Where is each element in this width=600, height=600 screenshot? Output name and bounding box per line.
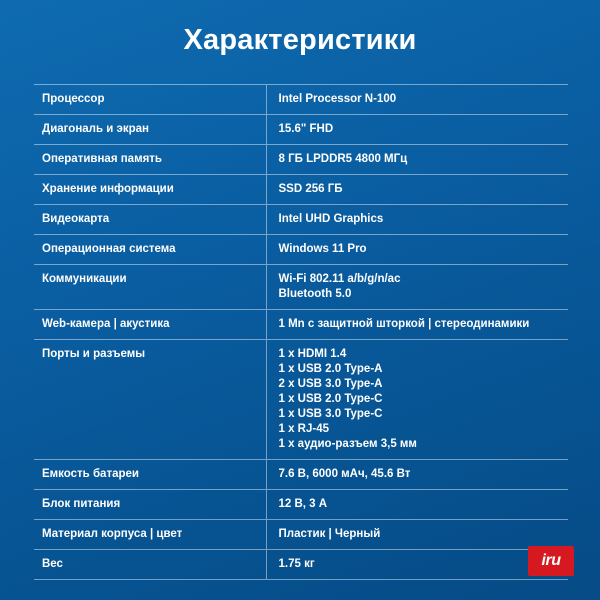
table-row xyxy=(34,520,568,550)
spec-label: Материал корпуса | цвет xyxy=(42,528,183,540)
spec-label: Видеокарта xyxy=(42,213,110,225)
spec-value-line: 15.6" FHD xyxy=(278,123,334,135)
brand-logo-text: iru xyxy=(541,552,561,569)
spec-value-line: 1 Mn с защитной шторкой | стереодинамики xyxy=(278,318,530,330)
table-row xyxy=(34,115,568,145)
spec-value-line: Intel Processor N-100 xyxy=(278,93,397,105)
spec-label: Оперативная память xyxy=(42,153,162,165)
spec-label: Диагональ и экран xyxy=(42,123,149,135)
spec-value xyxy=(266,265,568,310)
spec-label: Порты и разъемы xyxy=(42,348,146,360)
spec-value xyxy=(266,520,568,550)
table-row xyxy=(34,310,568,340)
spec-value-line: 12 В, 3 А xyxy=(278,498,328,510)
table-row xyxy=(34,550,568,580)
spec-label: Вес xyxy=(42,558,63,570)
spec-label: Web-камера | акустика xyxy=(42,318,170,330)
table-row xyxy=(34,460,568,490)
spec-label: Операционная система xyxy=(42,243,176,255)
spec-value-line: SSD 256 ГБ xyxy=(278,183,343,195)
spec-value-line: Windows 11 Pro xyxy=(278,243,367,255)
spec-value xyxy=(266,175,568,205)
table-row xyxy=(34,145,568,175)
spec-value-line: 1 x аудио-разъем 3,5 мм xyxy=(278,438,417,450)
brand-logo xyxy=(528,546,574,576)
specifications-body xyxy=(34,85,568,580)
table-row xyxy=(34,265,568,310)
spec-value-line: 1 x RJ-45 xyxy=(278,423,330,435)
table-row xyxy=(34,205,568,235)
spec-value xyxy=(266,145,568,175)
spec-value xyxy=(266,340,568,460)
spec-value-line: Пластик | Черный xyxy=(278,528,381,540)
page-title: Характеристики xyxy=(183,24,417,56)
spec-label: Коммуникации xyxy=(42,273,127,285)
spec-value-line: 1 x USB 2.0 Type-C xyxy=(278,393,383,405)
table-row xyxy=(34,175,568,205)
spec-value xyxy=(266,550,568,580)
spec-label: Процессор xyxy=(42,93,105,105)
spec-label: Блок питания xyxy=(42,498,121,510)
spec-value-line: Intel UHD Graphics xyxy=(278,213,384,225)
table-row xyxy=(34,85,568,115)
spec-value xyxy=(266,490,568,520)
spec-value xyxy=(266,460,568,490)
spec-value-line: Bluetooth 5.0 xyxy=(278,288,352,300)
spec-value xyxy=(266,235,568,265)
spec-label: Емкость батареи xyxy=(42,468,139,480)
table-row xyxy=(34,235,568,265)
spec-value xyxy=(266,205,568,235)
spec-value xyxy=(266,310,568,340)
spec-value-line: Wi-Fi 802.11 a/b/g/n/ac xyxy=(278,273,401,285)
spec-value-line: 8 ГБ LPDDR5 4800 МГц xyxy=(278,153,408,165)
specifications-table xyxy=(34,84,568,580)
spec-value xyxy=(266,85,568,115)
spec-value xyxy=(266,115,568,145)
spec-label: Хранение информации xyxy=(42,183,174,195)
spec-value-line: 2 x USB 3.0 Type-A xyxy=(278,378,383,390)
spec-value-line: 1.75 кг xyxy=(278,558,315,570)
spec-value-line: 7.6 В, 6000 мАч, 45.6 Вт xyxy=(278,468,411,480)
table-row xyxy=(34,490,568,520)
spec-value-line: 1 x USB 3.0 Type-C xyxy=(278,408,383,420)
spec-value-line: 1 x USB 2.0 Type-A xyxy=(278,363,383,375)
spec-value-line: 1 x HDMI 1.4 xyxy=(278,348,347,360)
table-row xyxy=(34,340,568,460)
